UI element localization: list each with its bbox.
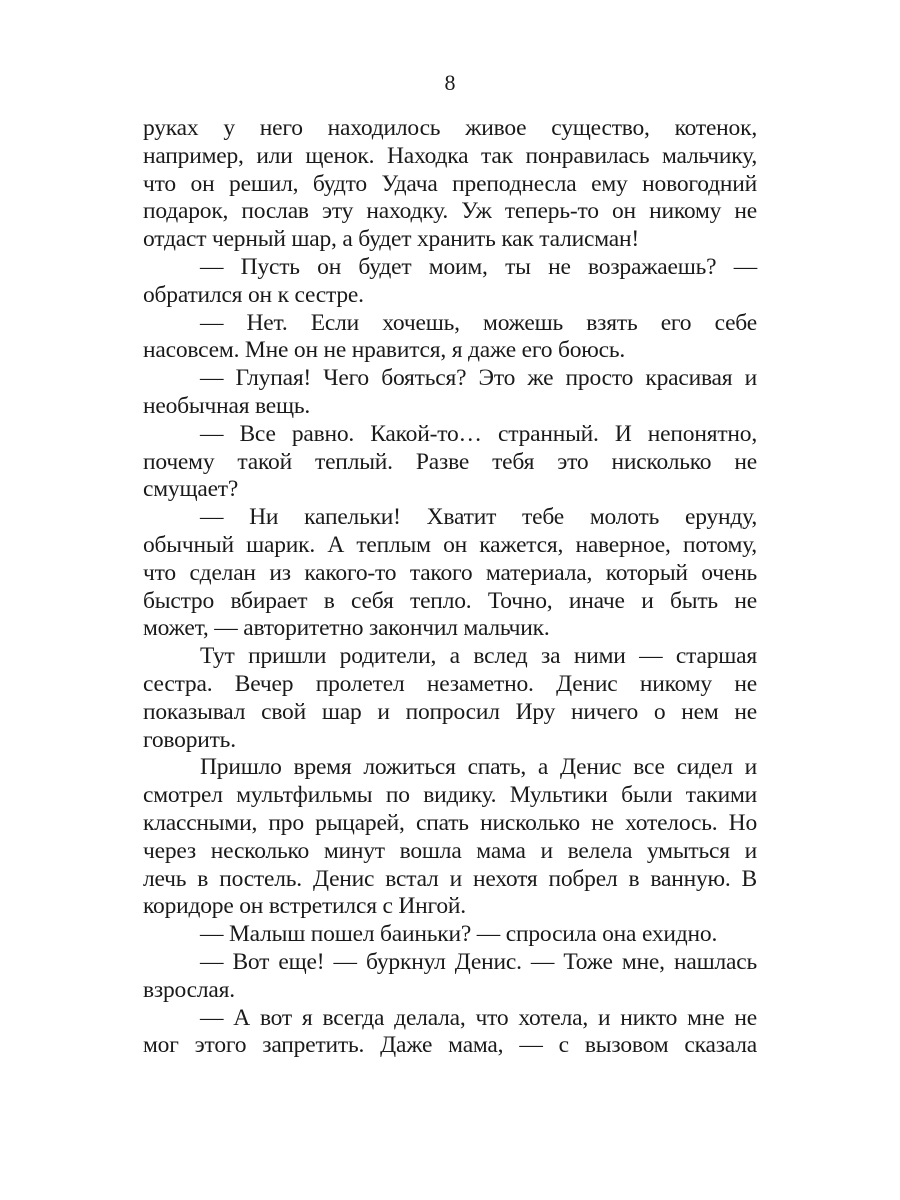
text-line: руках у него находилось живое существо, котенок, (143, 115, 757, 141)
text-line: смотрел мультфильмы по видику. Мультики были такими (143, 782, 757, 809)
text-line: — Ни капельки! Хватит тебе молоть ерунду, (200, 504, 757, 531)
text-line: говорить. (143, 726, 236, 753)
paragraph (143, 643, 757, 754)
text-line: показывал свой шар и попросил Иру ничего о нем не (143, 698, 757, 725)
text-line: мог этого запретить. Даже мама, — с вызовом сказала (143, 1032, 757, 1059)
text-line: подарок, послав эту находку. Уж теперь-то он никому не (143, 198, 757, 225)
paragraph (143, 1005, 757, 1061)
text-line: через несколько минут вошла мама и велела умыться и (143, 837, 757, 864)
paragraph (143, 921, 757, 949)
text-line: лечь в постель. Денис встал и нехотя побрел в ванную. В (143, 865, 757, 892)
text-line: что сделан из какого-то такого материала, который очень (143, 559, 757, 586)
text-line: Тут пришли родители, а вслед за ними — старшая (200, 643, 757, 670)
text-line: обратился он к сестре. (143, 281, 364, 308)
text-line: — Пусть он будет моим, ты не возражаешь? — (200, 253, 757, 280)
paragraph (143, 310, 757, 366)
text-line: классными, про рыцарей, спать нисколько не хотелось. Но (143, 809, 757, 836)
paragraph (143, 365, 757, 421)
text-line: — Глупая! Чего бояться? Это же просто красивая и (200, 365, 757, 392)
text-line: — Все равно. Какой-то… странный. И непонятно, (200, 420, 757, 447)
text-line: — А вот я всегда делала, что хотела, и никто мне не (200, 1004, 757, 1031)
paragraph (143, 254, 757, 310)
text-line: Пришло время ложиться спать, а Денис все сидел и (200, 754, 757, 781)
paragraph (143, 754, 757, 921)
text-line: обычный шарик. А теплым он кажется, наверное, потому, (143, 531, 757, 558)
text-line: — Вот еще! — буркнул Денис. — Тоже мне, нашлась (200, 948, 757, 975)
paragraph (143, 504, 757, 643)
text-line: насовсем. Мне он не нравится, я даже его боюсь. (143, 337, 626, 364)
paragraph (143, 115, 757, 254)
paragraph (143, 949, 757, 1005)
text-line: почему такой теплый. Разве тебя это нисколько не (143, 448, 757, 475)
body-text (143, 115, 757, 1060)
text-line: необычная вещь. (143, 392, 311, 419)
page-number: 8 (444, 70, 456, 95)
text-line: отдаст черный шар, а будет хранить как талисман! (143, 226, 639, 253)
text-line: быстро вбирает в себя тепло. Точно, иначе и быть не (143, 587, 757, 614)
text-line: смущает? (143, 476, 239, 503)
text-line: например, или щенок. Находка так понравилась мальчику, (143, 142, 757, 169)
text-line: сестра. Вечер пролетел незаметно. Денис никому не (143, 670, 757, 697)
paragraph (143, 421, 757, 504)
text-line: может, — авторитетно закончил мальчик. (143, 615, 550, 642)
text-line: взрослая. (143, 976, 235, 1003)
text-line: — Малыш пошел баиньки? — спросила она ехидно. (200, 921, 718, 948)
text-line: — Нет. Если хочешь, можешь взять его себе (200, 309, 757, 336)
text-line: что он решил, будто Удача преподнесла ему новогодний (143, 170, 757, 197)
text-line: коридоре он встретился с Ингой. (143, 893, 466, 920)
